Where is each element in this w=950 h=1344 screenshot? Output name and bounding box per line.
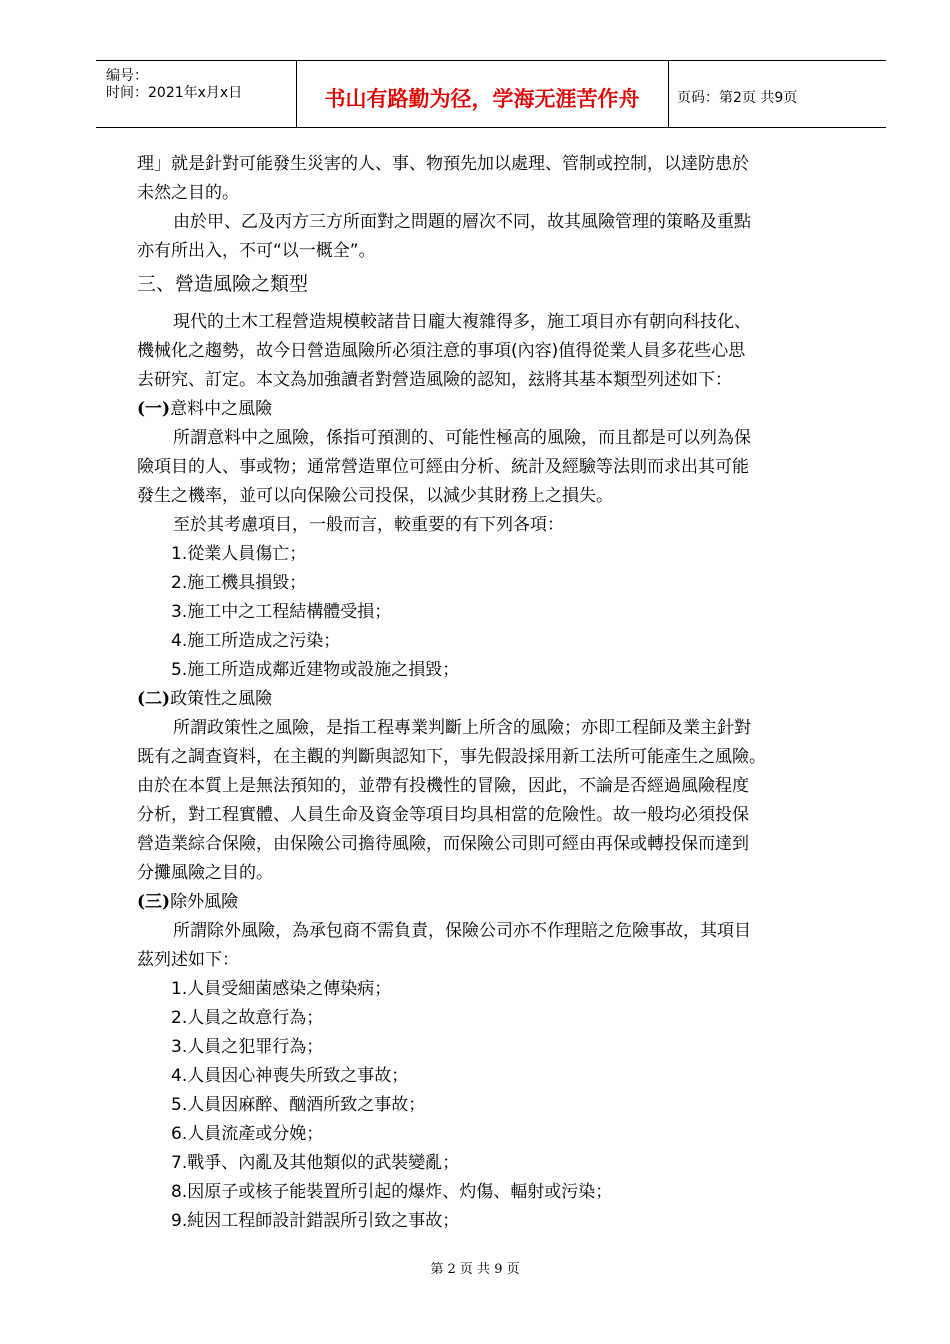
paragraph-line: 所謂意料中之風險，係指可預測的、可能性極高的風險，而且都是可以列為保 <box>173 428 751 448</box>
paragraph-line: 理」就是針對可能發生災害的人、事、物預先加以處理、管制或控制，以達防患於 <box>137 154 749 174</box>
subsection-number: (二) <box>137 689 171 709</box>
header-motto-cell <box>296 61 669 127</box>
paragraph-line: 現代的土木工程營造規模較諸昔日龐大複雜得多，施工項目亦有朝向科技化、 <box>173 312 751 332</box>
header-page-code: 页码：第2页 共9页 <box>677 90 798 106</box>
document-body <box>137 150 837 1236</box>
paragraph-line: 險項目的人、事或物；通常營造單位可經由分析、統計及經驗等法則而求出其可能 <box>137 457 749 477</box>
subsection-title: 政策性之風險 <box>170 689 273 709</box>
list-item: 4.施工所造成之污染； <box>171 631 341 651</box>
paragraph-line: 由於甲、乙及丙方三方所面對之問題的層次不同，故其風險管理的策略及重點 <box>173 212 751 232</box>
subsection-title: 意料中之風險 <box>170 399 273 419</box>
list-item: 1.人員受細菌感染之傳染病； <box>171 979 392 999</box>
list-item: 2.人員之故意行為； <box>171 1008 324 1028</box>
list-item: 1.從業人員傷亡； <box>171 544 307 564</box>
list-item: 3.人員之犯罪行為； <box>171 1037 324 1057</box>
subsection-heading <box>137 395 837 424</box>
paragraph-line: 由於在本質上是無法預知的，並帶有投機性的冒險，因此，不論是否經過風險程度 <box>137 776 749 796</box>
list-item: 5.人員因麻醉、酗酒所致之事故； <box>171 1095 426 1115</box>
document-number-label: 编号： <box>106 68 148 84</box>
header-meta-cell <box>96 61 297 127</box>
subsection-number: (一) <box>137 399 171 419</box>
subsection-number: (三) <box>137 892 171 912</box>
header-page-cell <box>669 61 886 127</box>
paragraph-line: 去研究、訂定。本文為加強讀者對營造風險的認知，玆將其基本類型列述如下： <box>137 370 732 390</box>
subsection-title: 除外風險 <box>170 892 239 912</box>
list-item: 9.純因工程師設計錯誤所引致之事故； <box>171 1211 460 1231</box>
paragraph-line: 既有之調查資料，在主觀的判斷與認知下，事先假設採用新工法所可能產生之風險。 <box>137 747 766 767</box>
list-item: 6.人員流產或分娩； <box>171 1124 324 1144</box>
header-motto: 书山有路勤为径，学海无涯苦作舟 <box>324 86 640 111</box>
section-heading: 三、營造風險之類型 <box>137 273 309 295</box>
subsection-heading <box>137 888 837 917</box>
list-item: 2.施工機具損毀； <box>171 573 307 593</box>
paragraph-line: 亦有所出入，不可“以一概全”。 <box>137 241 376 261</box>
list-item: 4.人員因心神喪失所致之事故； <box>171 1066 409 1086</box>
list-item: 8.因原子或核子能裝置所引起的爆炸、灼傷、輻射或污染； <box>171 1182 613 1202</box>
paragraph-line: 分攤風險之目的。 <box>137 863 273 883</box>
paragraph-line: 營造業綜合保險，由保險公司擔待風險，而保險公司則可經由再保或轉投保而達到 <box>137 834 749 854</box>
paragraph-line: 至於其考慮項目，一般而言，較重要的有下列各項： <box>173 515 564 535</box>
list-item: 5.施工所造成鄰近建物或設施之損毀； <box>171 660 460 680</box>
subsection-heading <box>137 685 837 714</box>
page-header <box>96 60 886 128</box>
list-item: 7.戰爭、內亂及其他類似的武裝變亂； <box>171 1153 460 1173</box>
document-time-label: 时间：2021年x月x日 <box>106 85 243 101</box>
paragraph-line: 茲列述如下： <box>137 950 239 970</box>
paragraph-line: 所謂政策性之風險，是指工程專業判斷上所含的風險；亦即工程師及業主針對 <box>173 718 751 738</box>
paragraph-line: 分析，對工程實體、人員生命及資金等項目均具相當的危險性。故一般均必須投保 <box>137 805 749 825</box>
list-item: 3.施工中之工程結構體受損； <box>171 602 392 622</box>
paragraph-line: 機械化之趨勢，故今日營造風險所必須注意的事項(內容)值得從業人員多花些心思 <box>137 341 746 361</box>
paragraph-line: 所謂除外風險，為承包商不需負責，保險公司亦不作理賠之危險事故，其項目 <box>173 921 751 941</box>
paragraph-line: 未然之目的。 <box>137 183 239 203</box>
paragraph-line: 發生之機率，並可以向保險公司投保，以減少其財務上之損失。 <box>137 486 613 506</box>
page-footer: 第 2 页 共 9 页 <box>430 1262 520 1277</box>
